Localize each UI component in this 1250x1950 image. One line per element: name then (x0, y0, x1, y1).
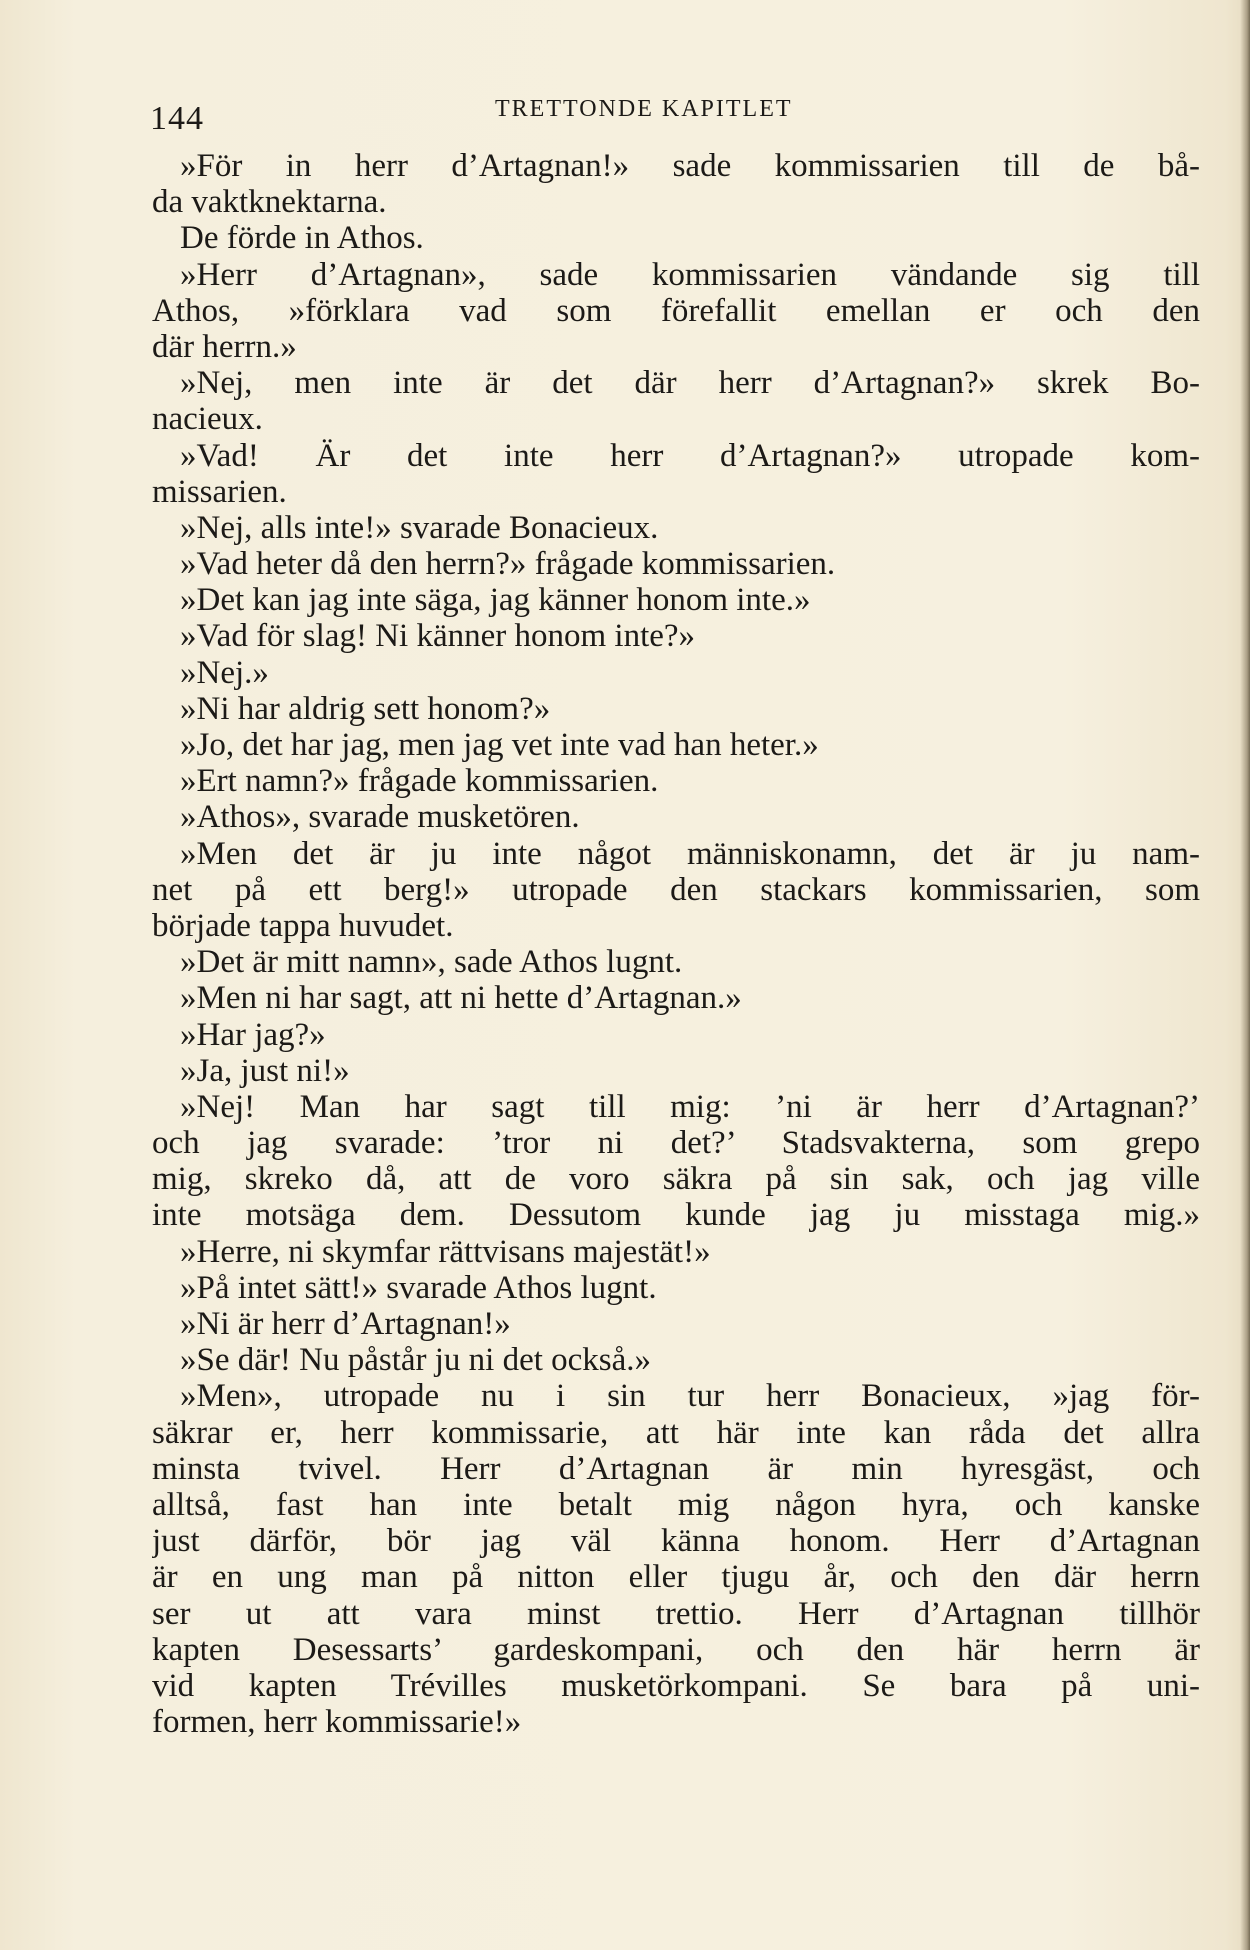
text-line: ser ut att vara minst trettio. Herr d’Artagnan tillhör (152, 1595, 1200, 1632)
text-line: just därför, bör jag väl känna honom. Herr d’Artagnan (152, 1523, 1200, 1560)
text-line: »Athos», svarade musketören. (180, 799, 580, 836)
text-line: »Det är mitt namn», sade Athos lugnt. (180, 944, 683, 981)
text-line: »Herr d’Artagnan», sade kommissarien vändande sig till (180, 256, 1200, 293)
text-line: »Herre, ni skymfar rättvisans majestät!» (180, 1233, 711, 1270)
text-line: minsta tvivel. Herr d’Artagnan är min hyresgäst, och (152, 1450, 1200, 1487)
text-line: vid kapten Trévilles musketörkompani. Se bara på uni- (152, 1667, 1200, 1704)
text-line: kapten Desessarts’ gardeskompani, och den här herrn är (152, 1631, 1200, 1668)
text-line: »Nej, alls inte!» svarade Bonacieux. (180, 509, 659, 546)
running-head: TRETTONDE KAPITLET (495, 96, 793, 122)
text-line: är en ung man på nitton eller tjugu år, och den där herrn (152, 1559, 1200, 1596)
text-line: »Se där! Nu påstår ju ni det också.» (180, 1342, 652, 1379)
text-line: säkrar er, herr kommissarie, att här inte kan råda det allra (152, 1414, 1200, 1451)
text-line: »Ert namn?» frågade kommissarien. (180, 763, 659, 800)
text-line: »För in herr d’Artagnan!» sade kommissarien till de bå- (180, 148, 1200, 184)
text-line: »Vad för slag! Ni känner honom inte?» (180, 618, 696, 655)
text-line: »Nej, men inte är det där herr d’Artagnan?» skrek Bo- (180, 365, 1200, 402)
text-line: »Ni är herr d’Artagnan!» (180, 1306, 511, 1342)
text-line: net på ett berg!» utropade den stackars kommissarien, som (152, 871, 1200, 908)
text-line: »Ja, just ni!» (180, 1052, 350, 1089)
text-line: »Nej! Man har sagt till mig: ’ni är herr d’Artagnan?’ (180, 1088, 1200, 1125)
text-line: »Men», utropade nu i sin tur herr Bonacieux, »jag för- (180, 1378, 1200, 1415)
text-line: »Jo, det har jag, men jag vet inte vad han heter.» (180, 727, 819, 763)
text-line: mig, skreko då, att de voro säkra på sin sak, och jag ville (152, 1161, 1200, 1198)
page-binding-edge (1240, 0, 1250, 1950)
text-line: formen, herr kommissarie!» (152, 1704, 522, 1741)
text-line: »Ni har aldrig sett honom?» (180, 690, 551, 727)
text-line: da vaktknektarna. (152, 184, 387, 221)
text-line: och jag svarade: ’tror ni det?’ Stadsvakterna, som grepo (152, 1125, 1200, 1162)
page-header (140, 92, 1210, 142)
page-number: 144 (150, 100, 204, 137)
text-line: nacieux. (152, 401, 263, 438)
text-line: »Det kan jag inte säga, jag känner honom inte.» (180, 582, 811, 619)
text-line: började tappa huvudet. (152, 907, 454, 944)
body-text (152, 148, 1200, 1740)
text-line: inte motsäga dem. Dessutom kunde jag ju misstaga mig.» (152, 1197, 1200, 1234)
text-line: »Vad heter då den herrn?» frågade kommissarien. (180, 546, 836, 583)
text-line: alltså, fast han inte betalt mig någon hyra, och kanske (152, 1486, 1200, 1523)
text-line: »Nej.» (180, 654, 269, 691)
text-line: »Men det är ju inte något människonamn, det är ju nam- (180, 835, 1200, 872)
text-line: missarien. (152, 473, 287, 510)
text-line: »Men ni har sagt, att ni hette d’Artagnan.» (180, 980, 742, 1017)
text-line: där herrn.» (152, 328, 297, 365)
text-line: »Vad! Är det inte herr d’Artagnan?» utropade kom- (180, 437, 1200, 474)
text-line: »Har jag?» (180, 1016, 326, 1053)
text-line: De förde in Athos. (180, 220, 424, 257)
text-line: »På intet sätt!» svarade Athos lugnt. (180, 1269, 657, 1306)
text-line: Athos, »förklara vad som förefallit emellan er och den (152, 292, 1200, 329)
